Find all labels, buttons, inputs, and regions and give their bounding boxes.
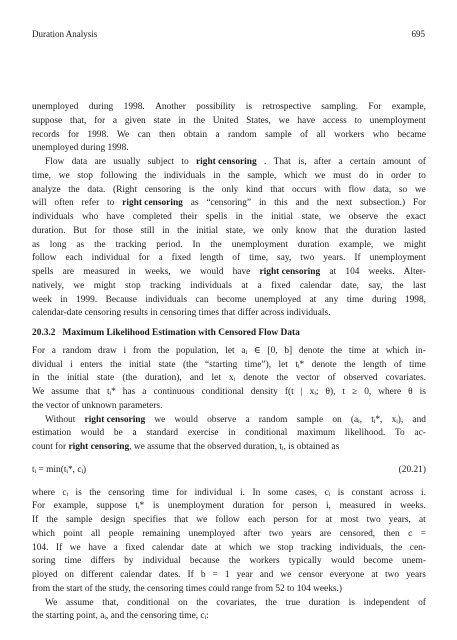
- text-line: Flow data are usually subject to right censoring . That is, after a certain amount of: [45, 157, 426, 167]
- text-line: dividual i enters the initial state (the “starting time”), let tᵢ* denote the length of time: [32, 359, 426, 370]
- text-line: which point all people remaining unemployed after two years are censored, then c =: [32, 528, 426, 539]
- text-line: natively, we might stop tracking individuals at a fixed calendar date, say, the last: [32, 280, 426, 291]
- section-number: 20.3.2: [32, 328, 56, 338]
- text-line: For a random draw i from the population, let aᵢ ∈ [0, b] denote the time at which in-: [32, 345, 426, 356]
- section-title: Maximum Likelihood Estimation with Censored Flow Data: [62, 328, 300, 338]
- body-text: [32, 101, 426, 624]
- text-line: will often refer to right censoring as “censoring” in this and the next subsection.) For: [32, 198, 426, 209]
- text-line: from the start of the study, the censoring times could range from 52 to 104 weeks.): [32, 583, 342, 594]
- text-line: For example, suppose tᵢ* is unemployment duration for person i, measured in weeks.: [32, 501, 426, 512]
- text-line: Without right censoring we would observe a random sample on (aᵢ, tᵢ*, xᵢ), and: [45, 414, 426, 425]
- text-line: count for right censoring, we assume that the observed duration, tᵢ, is obtained as: [32, 442, 340, 452]
- text-line: estimation would be a standard exercise in conditional maximum likelihood. To ac-: [32, 428, 426, 439]
- text-line: unemployed during 1998. Another possibility is retrospective sampling. For example,: [32, 102, 426, 112]
- text-line: week in 1999. Because individuals can become unemployed at any time during 1998,: [32, 294, 426, 305]
- text-line: duration. But for those still in the initial state, we only know that the duration lasted: [32, 225, 426, 236]
- text-line: We assume that tᵢ* has a continuous conditional density f(t | xᵢ; θ), t ≥ 0, where θ is: [32, 387, 426, 397]
- text-line: soring time differs by individual because the workers typically would become unem-: [32, 556, 426, 567]
- paragraphs-before-section: [32, 101, 426, 321]
- paragraphs-after-section: [32, 345, 426, 455]
- paragraph: [32, 487, 426, 597]
- paragraph: [32, 156, 426, 321]
- text-line: where cᵢ is the censoring time for individual i. In some cases, cᵢ is constant across i.: [32, 487, 426, 498]
- text-line: the vector of unknown parameters.: [32, 400, 163, 411]
- section-heading: [32, 327, 426, 341]
- text-line: unemployed during 1998.: [32, 143, 129, 154]
- equation-body: tᵢ = min(tᵢ*, cᵢ): [32, 464, 87, 475]
- text-line: in the initial state (the duration), and let xᵢ denote the vector of observed covariates.: [32, 373, 426, 384]
- text-line: If the sample design specifies that we follow each person for at most two years, at: [32, 515, 426, 525]
- paragraphs-after-equation: [32, 487, 426, 625]
- text-line: calendar-date censoring results in censoring times that differ across individuals.: [32, 308, 331, 319]
- running-head-title: Duration Analysis: [32, 29, 98, 39]
- text-line: analyze the data. (Right censoring is the only kind that occurs with flow data, so we: [32, 184, 426, 195]
- text-line: We assume that, conditional on the covariates, the true duration is independent of: [45, 597, 426, 608]
- paragraph: [32, 101, 426, 156]
- text-line: individuals who have completed their spells in the initial state, we observe the exact: [32, 212, 426, 222]
- text-line: the starting point, aᵢ, and the censoring time, cᵢ:: [32, 611, 209, 622]
- page-number: 695: [411, 29, 425, 39]
- equation-number: (20.21): [398, 464, 426, 475]
- text-line: follow each individual for a fixed length of time, say, two years. If unemployment: [32, 253, 426, 264]
- paragraph: [32, 597, 426, 625]
- text-line: as long as the tracking period. In the unemployment duration example, we might: [32, 239, 426, 250]
- paragraph: [32, 414, 426, 455]
- paragraph: [32, 345, 426, 414]
- text-line: records for 1998. We can then obtain a random sample of all workers who became: [32, 129, 426, 140]
- text-line: suppose that, for a given state in the United States, we have access to unemployment: [32, 115, 426, 126]
- text-line: spells are measured in weeks, we would have right censoring at 104 weeks. Alter-: [32, 267, 426, 277]
- running-head: [32, 29, 425, 41]
- text-line: time, we stop following the individuals in the sample, which we must do in order to: [32, 170, 426, 181]
- equation-20-21: [32, 464, 426, 478]
- text-line: 104. If we have a fixed calendar date at which we stop tracking individuals, the cen-: [32, 542, 426, 553]
- text-line: ployed on different calendar dates. If b = 1 year and we censor everyone at two years: [32, 570, 426, 580]
